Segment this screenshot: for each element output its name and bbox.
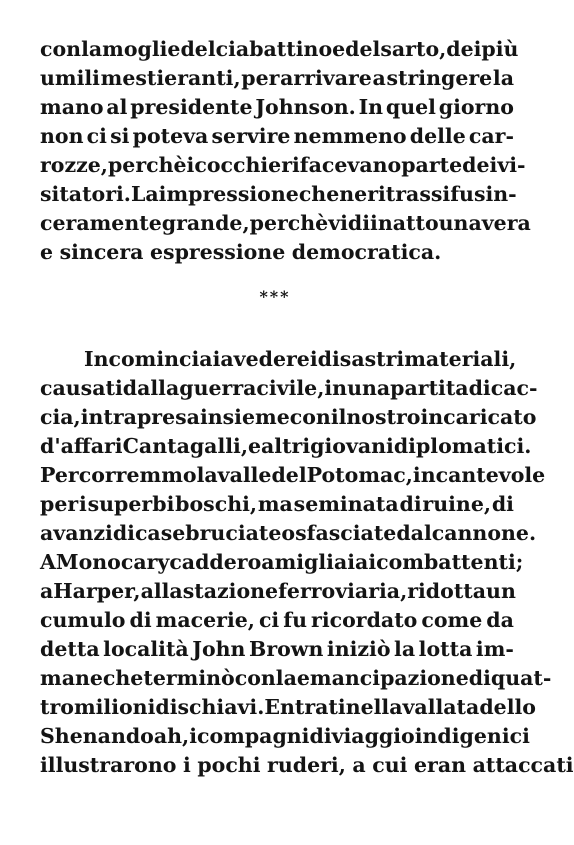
text-line: Percorremmo la valle del Potomac, incantevole [40,463,546,487]
text-line: causati dalla guerra civile, in una partita di cac- [40,376,538,400]
text-line: detta località John Brown iniziò la lotta im- [40,637,514,661]
text-line: cia, intrapresa insieme con il nostro incaricato [40,405,537,429]
text-line: mano al presidente Johnson. In quel giorno [40,95,514,119]
text-line: illustrarono i pochi ruderi, a cui eran attaccati [40,753,574,777]
text-line: non ci si poteva servire nemmeno delle car- [40,124,514,148]
text-line: con la moglie del ciabattino e del sarto, dei più [40,37,519,61]
text-line: rozze, perchè i cocchieri facevano parte dei vi- [40,153,526,177]
text-line: tro milioni di schiavi. Entrati nella vallata dello [40,695,536,719]
text-line: ceramente grande, perchè vidi in atto una vera [40,211,531,235]
text-line: a Harper, alla stazione ferroviaria, ridotta un [40,579,516,603]
paragraph-1 [40,35,531,267]
text-line: Incominciai a vedere i disastri materiali, [84,347,517,371]
text-line: avanzi di case bruciate o sfasciate dal cannone. [40,521,537,545]
text-line: Shenandoah, i compagni di viaggio indigeni ci [40,724,530,748]
text-line: mane che terminò con la emancipazione di quat- [40,666,552,690]
text-line: A Monocary caddero a migliaia i combattenti; [40,550,524,574]
text-line: cumulo di macerie, ci fu ricordato come da [40,608,514,632]
text-line: d'affari Cantagalli, e altri giovani diplomatici. [40,434,532,458]
text-line: e sincera espressione democratica. [40,240,442,264]
section-separator: *** [259,287,291,306]
paragraph-2 [40,345,574,780]
text-line: umili mestieranti, per arrivare a stringere la [40,66,514,90]
text-line: sitatori. La impressione che ne ritrassi fu sin- [40,182,517,206]
text-line: per i superbi boschi, ma seminata di ruine, di [40,492,514,516]
